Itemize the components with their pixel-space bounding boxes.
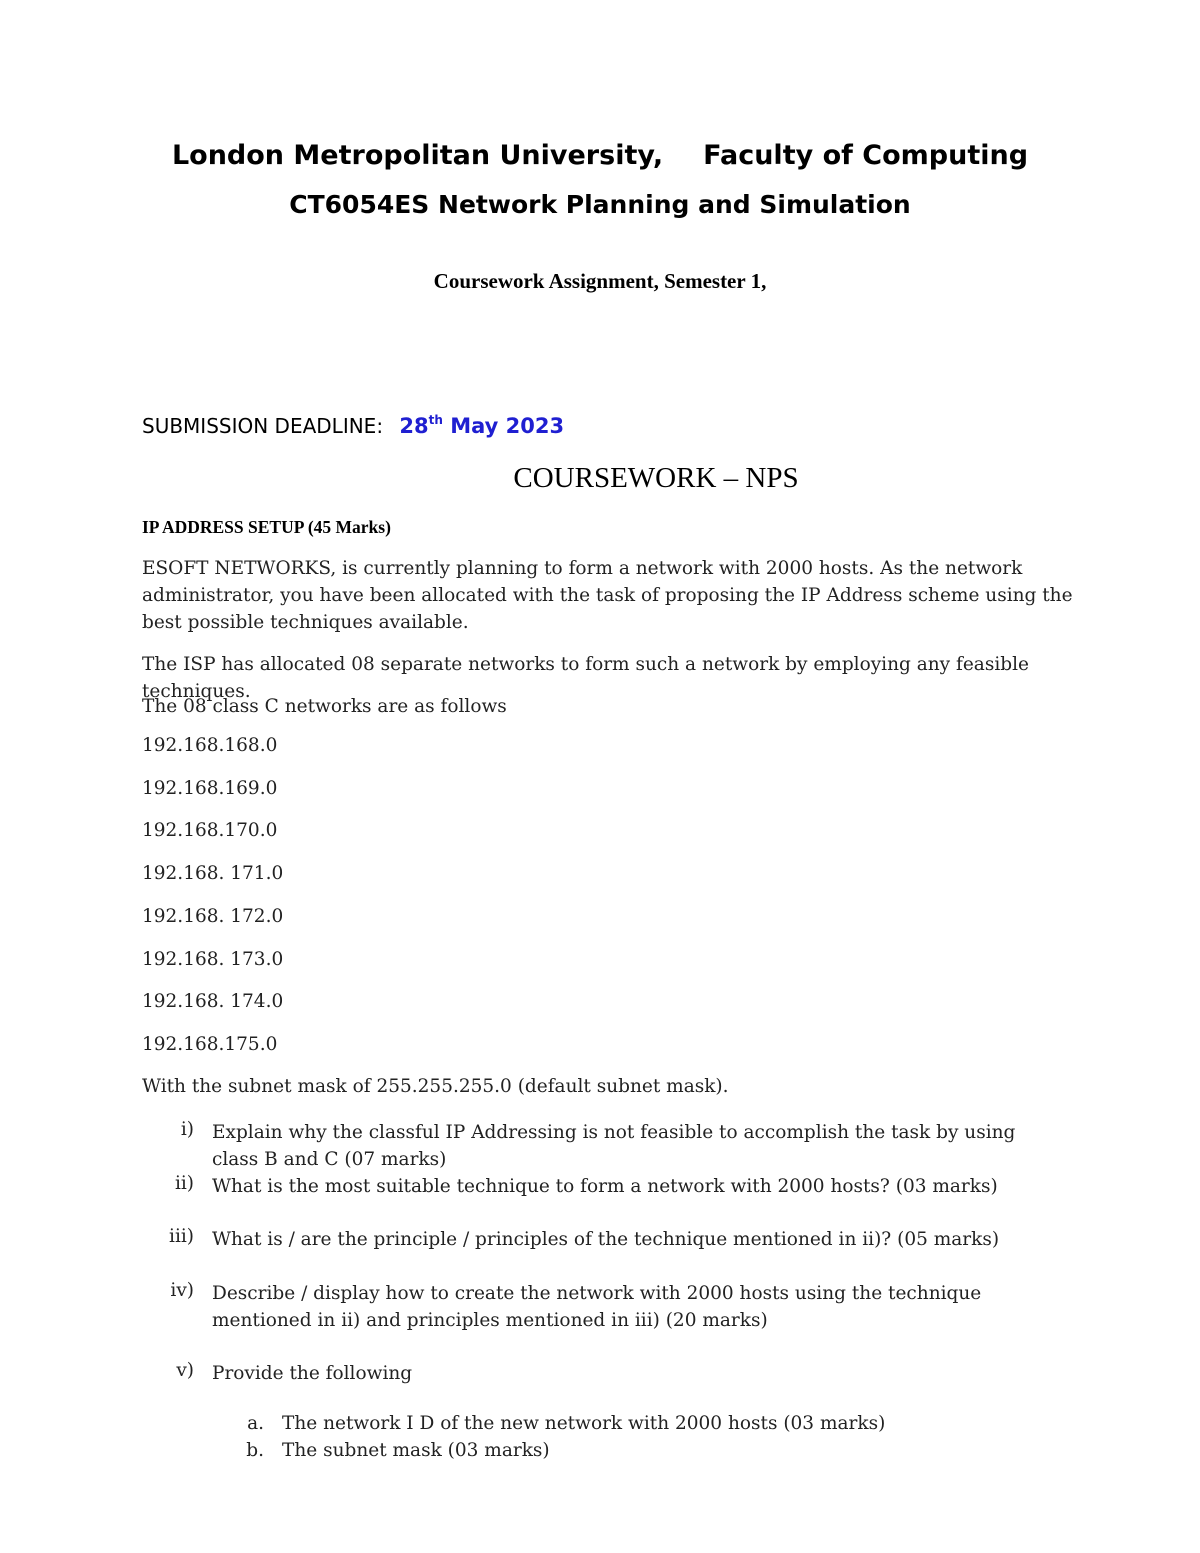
network-item: 192.168. 171.0 bbox=[142, 863, 284, 884]
network-item: 192.168.170.0 bbox=[142, 820, 278, 841]
intro-paragraph: ESOFT NETWORKS, is currently planning to form a network with 2000 hosts. As the network administrator, you have been allocated with the task of proposing the IP Address scheme using the best possible techniques available. bbox=[142, 558, 1073, 633]
sub-item-letter: a. bbox=[247, 1413, 264, 1434]
sub-item-text: The subnet mask (03 marks) bbox=[282, 1440, 550, 1461]
question-number: ii) bbox=[174, 1173, 194, 1194]
subnet-mask-note: With the subnet mask of 255.255.255.0 (default subnet mask). bbox=[142, 1076, 729, 1097]
question-text: What is / are the principle / principles of the technique mentioned in ii)? (05 marks) bbox=[212, 1229, 1000, 1250]
question-text: Describe / display how to create the network with 2000 hosts using the technique mentioned in ii) and principles mentioned in iii) (20 marks) bbox=[212, 1283, 982, 1331]
submission-deadline bbox=[142, 413, 564, 438]
deadline-label: SUBMISSION DEADLINE: bbox=[142, 414, 384, 438]
question-text: Provide the following bbox=[212, 1363, 413, 1384]
deadline-day: 28 bbox=[399, 414, 429, 438]
question-text: What is the most suitable technique to form a network with 2000 hosts? (03 marks) bbox=[212, 1176, 998, 1197]
section-heading: IP ADDRESS SETUP (45 Marks) bbox=[142, 517, 391, 537]
question-number: v) bbox=[176, 1360, 194, 1381]
list-intro: The 08 class C networks are as follows bbox=[142, 696, 507, 717]
network-item: 192.168. 173.0 bbox=[142, 949, 284, 970]
question-text: Explain why the classful IP Addressing is not feasible to accomplish the task by using class B and C (07 marks) bbox=[212, 1122, 1016, 1170]
deadline-month-year: May 2023 bbox=[450, 414, 565, 438]
question-number: iii) bbox=[169, 1226, 194, 1247]
sub-item-text: The network I D of the new network with 2000 hosts (03 marks) bbox=[282, 1413, 886, 1434]
university-header bbox=[0, 140, 1200, 171]
network-item: 192.168.175.0 bbox=[142, 1034, 278, 1055]
question-number: i) bbox=[180, 1119, 194, 1140]
question-number: iv) bbox=[170, 1280, 194, 1301]
network-item: 192.168. 174.0 bbox=[142, 991, 284, 1012]
faculty-name: Faculty of Computing bbox=[703, 140, 1029, 171]
assignment-title: Coursework Assignment, Semester 1, bbox=[433, 269, 767, 293]
sub-item-letter: b. bbox=[246, 1440, 264, 1461]
network-item: 192.168. 172.0 bbox=[142, 906, 284, 927]
course-title: CT6054ES Network Planning and Simulation bbox=[289, 190, 911, 219]
network-item: 192.168.168.0 bbox=[142, 735, 278, 756]
deadline-date bbox=[399, 414, 564, 438]
university-name: London Metropolitan University, bbox=[171, 140, 664, 171]
coursework-title: COURSEWORK – NPS bbox=[513, 462, 799, 494]
isp-paragraph: The ISP has allocated 08 separate networks to form such a network by employing any feasible techniques. bbox=[142, 654, 1029, 702]
network-item: 192.168.169.0 bbox=[142, 778, 278, 799]
deadline-day-suffix: th bbox=[428, 413, 443, 427]
